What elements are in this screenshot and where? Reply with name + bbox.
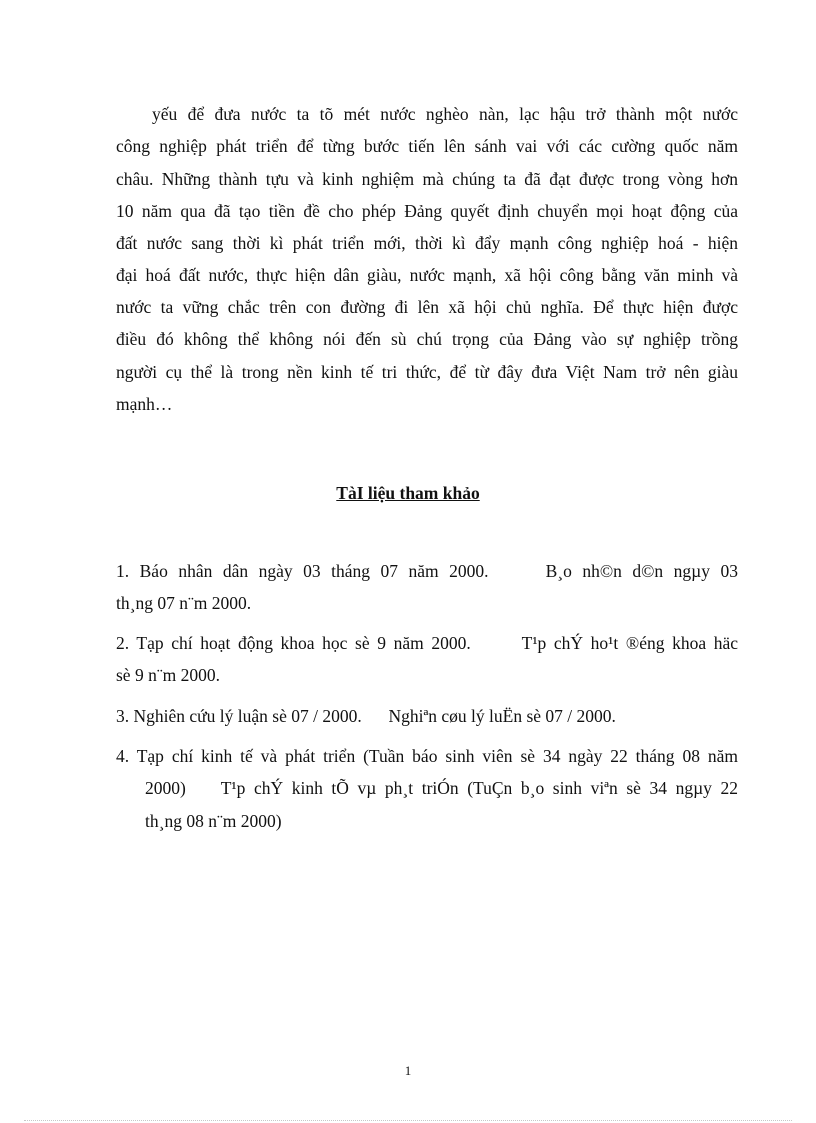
reference-text: 1. Báo nhân dân ngày 03 tháng 07 năm 2000. <box>116 561 489 581</box>
paragraph-line: mạnh… <box>116 394 173 414</box>
reference-garbled-text: B¸o nh©n d©n ngµy 03 <box>545 561 738 581</box>
paragraph-line: nước ta vững chắc trên con đường đi lên xã hội chủ nghĩa. Để thực hiện được <box>116 297 738 317</box>
reference-item <box>116 632 738 654</box>
reference-continuation: th¸ng 07 n¨m 2000. <box>116 593 252 613</box>
reference-item: 4. Tạp chí kinh tế và phát triển (Tuần báo sinh viên sè 34 ngày 22 tháng 08 năm <box>116 746 738 766</box>
reference-item <box>116 560 738 582</box>
paragraph-line: yếu để đưa nước ta tõ mét nước nghèo nàn, lạc hậu trở thành một nước <box>152 104 738 124</box>
reference-text: 2000) <box>145 778 186 798</box>
paragraph-line: người cụ thể là trong nền kinh tế tri thức, để từ đây đưa Việt Nam trở nên giàu <box>116 362 738 382</box>
reference-garbled-text: Nghiªn cøu lý luËn sè 07 / 2000. <box>388 706 616 726</box>
references-heading: TàI liệu tham khảo <box>336 483 480 503</box>
paragraph-line: điều đó không thể không nói đến sù chú trọng của Đảng vào sự nghiệp trồng <box>116 329 738 349</box>
reference-continuation <box>145 777 738 799</box>
page-number: 1 <box>404 1063 412 1078</box>
reference-text: 2. Tạp chí hoạt động khoa học sè 9 năm 2000. <box>116 633 471 653</box>
reference-continuation: th¸ng 08 n¨m 2000) <box>145 811 282 831</box>
reference-garbled-text: T¹p chÝ kinh tÕ vµ ph¸t triÓn (TuÇn b¸o sinh viªn sè 34 ngµy 22 <box>220 778 739 798</box>
reference-item <box>116 705 738 727</box>
reference-garbled-text: T¹p chÝ ho¹t ®éng khoa häc <box>521 633 738 653</box>
paragraph-line: công nghiệp phát triển để từng bước tiến lên sánh vai với các cường quốc năm <box>116 136 738 156</box>
reference-continuation: sè 9 n¨m 2000. <box>116 665 221 685</box>
paragraph-line: 10 năm qua đã tạo tiền đề cho phép Đảng quyết định chuyển mọi hoạt động của <box>116 201 738 221</box>
paragraph-line: châu. Những thành tựu và kinh nghiệm mà chúng ta đã đạt được trong vòng hơn <box>116 169 738 189</box>
reference-text: 3. Nghiên cứu lý luận sè 07 / 2000. <box>116 706 362 726</box>
paragraph-line: đất nước sang thời kì phát triển mới, thời kì đẩy mạnh công nghiệp hoá - hiện <box>116 233 738 253</box>
paragraph-line: đại hoá đất nước, thực hiện dân giàu, nước mạnh, xã hội công bằng văn minh và <box>116 265 738 285</box>
footer-divider <box>24 1120 792 1121</box>
